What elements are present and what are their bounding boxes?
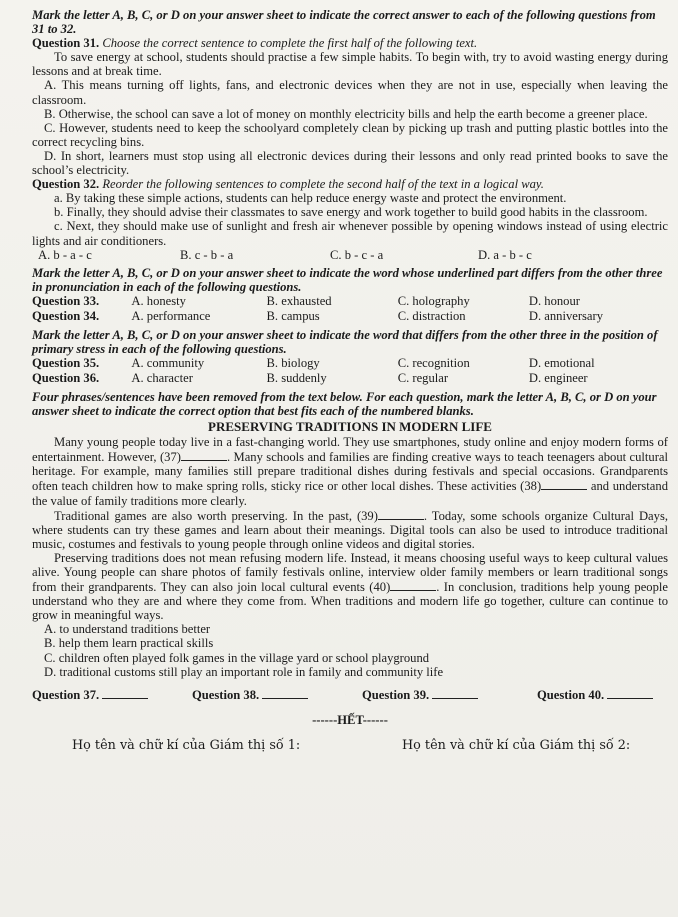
q35-option-a[interactable]: A. community bbox=[131, 355, 205, 370]
answer-39: Question 39. bbox=[362, 687, 537, 703]
question-34-label: Question 34. bbox=[32, 308, 100, 323]
q33-option-b[interactable]: B. exhausted bbox=[266, 293, 332, 308]
answer-38: Question 38. bbox=[192, 687, 362, 703]
question-36-row bbox=[32, 371, 668, 386]
signature-line bbox=[32, 738, 668, 753]
q35-option-c[interactable]: C. recognition bbox=[397, 355, 470, 370]
q34-option-d[interactable]: D. anniversary bbox=[528, 308, 604, 323]
supervisor-2-signature: Họ tên và chữ kí của Giám thị số 2: bbox=[402, 737, 631, 753]
q33-option-a[interactable]: A. honesty bbox=[131, 293, 186, 308]
q32-sentence-a: a. By taking these simple actions, students can help reduce energy waste and protect the environment. bbox=[54, 191, 567, 206]
answer-line bbox=[32, 687, 668, 703]
question-33-label: Question 33. bbox=[32, 293, 100, 308]
passage-option-b[interactable]: B. help them learn practical skills bbox=[44, 636, 214, 651]
passage-title: PRESERVING TRADITIONS IN MODERN LIFE bbox=[208, 419, 492, 435]
question-34-row bbox=[32, 309, 668, 324]
q31-option-a[interactable]: A. This means turning off lights, fans, and electronic devices when they are not in use, especially when leaving the classroom. bbox=[32, 78, 668, 107]
answer-38-blank[interactable] bbox=[262, 687, 308, 699]
section-instruction-31-32: Mark the letter A, B, C, or D on your answer sheet to indicate the correct answer to each of the following questions from 31 to 32. bbox=[32, 8, 656, 37]
q32-option-d[interactable]: D. a - b - c bbox=[478, 247, 532, 262]
question-36-label: Question 36. bbox=[32, 370, 100, 385]
q32-sentence-c: c. Next, they should make use of sunlight and fresh air whenever possible by opening windows instead of using electric lights and air conditioners. bbox=[32, 219, 668, 248]
q32-option-a[interactable]: A. b - a - c bbox=[38, 247, 92, 262]
q31-option-b[interactable]: B. Otherwise, the school can save a lot of money on monthly electricity bills and help the earth become a greener place. bbox=[44, 106, 648, 121]
question-35-label: Question 35. bbox=[32, 355, 100, 370]
pronunciation-instruction: Mark the letter A, B, C, or D on your answer sheet to indicate the word whose underlined part differs from the other three in pronunciation in each of the following questions. bbox=[32, 265, 663, 294]
answer-40-blank[interactable] bbox=[607, 687, 653, 699]
answer-40: Question 40. bbox=[537, 687, 667, 703]
q31-option-c[interactable]: C. However, students need to keep the schoolyard completely clean by picking up trash and putting plastic bottles into the correct recycling bins. bbox=[32, 120, 668, 149]
question-32-heading: Question 32. Reorder the following sentences to complete the second half of the text in a logical way. bbox=[32, 177, 544, 192]
q35-option-d[interactable]: D. emotional bbox=[528, 355, 595, 370]
passage-option-d[interactable]: D. traditional customs still play an important role in family and community life bbox=[44, 664, 444, 679]
q32-option-c[interactable]: C. b - c - a bbox=[330, 247, 384, 262]
end-marker: ------HẾT------ bbox=[312, 712, 388, 727]
question-31-text: To save energy at school, students should practise a few simple habits. To begin with, try to avoid wasting energy during lessons and at break time. bbox=[32, 50, 668, 79]
stress-instruction: Mark the letter A, B, C, or D on your answer sheet to indicate the word that differs from the other three in the position of primary stress in each of the following questions. bbox=[32, 327, 658, 356]
q34-option-a[interactable]: A. performance bbox=[131, 308, 211, 323]
supervisor-1-signature: Họ tên và chữ kí của Giám thị số 1: bbox=[72, 737, 301, 753]
q36-option-a[interactable]: A. character bbox=[131, 370, 193, 385]
blank-39[interactable] bbox=[378, 508, 424, 520]
q33-option-d[interactable]: D. honour bbox=[528, 293, 580, 308]
passage-instruction: Four phrases/sentences have been removed from the text below. For each question, mark the letter A, B, C, or D on your answer sheet to indicate the correct option that best fits each of the numbered blanks. bbox=[32, 389, 657, 419]
passage-option-a[interactable]: A. to understand traditions better bbox=[44, 622, 211, 637]
q34-option-b[interactable]: B. campus bbox=[266, 308, 320, 323]
passage-paragraph-2: Traditional games are also worth preserving. In the past, (39) . Today, some schools organize Cultural Days, where students can try these games and learn about their meanings. Digital tools can also be used to introduce traditional music, costumes and festivals to young people through online videos and digital stories. bbox=[32, 508, 668, 551]
passage-paragraph-1: Many young people today live in a fast-changing world. They use smartphones, study online and enjoy modern forms of entertainment. However, (37) . Many schools and families are finding creative ways to teach teenagers about cultural heritage. For example, many families still prepare traditional dishes during festivals and special occasions. Grandparents often teach children how to make spring rolls, sticky rice or other local dishes. These activities (38) and understand the value of family traditions more clearly. bbox=[32, 435, 669, 508]
blank-38[interactable] bbox=[541, 478, 587, 490]
q31-option-d[interactable]: D. In short, learners must stop using all electronic devices during their lessons and only read printed books to save the school’s electricity. bbox=[32, 148, 668, 178]
blank-37[interactable] bbox=[181, 449, 227, 461]
q34-option-c[interactable]: C. distraction bbox=[397, 308, 466, 323]
answer-39-blank[interactable] bbox=[432, 687, 478, 699]
question-33-row bbox=[32, 294, 668, 309]
question-31-heading: Question 31. Choose the correct sentence to complete the first half of the following text. bbox=[32, 36, 478, 51]
q36-option-c[interactable]: C. regular bbox=[397, 370, 449, 385]
answer-37-blank[interactable] bbox=[102, 687, 148, 699]
passage-paragraph-3: Preserving traditions does not mean refusing modern life. Instead, it means choosing useful ways to keep cultural values alive. Young people can share photos of family festivals online, interview older family members or learn traditional songs from their grandparents. They can also join local cultural events (40) . In conclusion, traditions help young people understand who they are and where they come from. When traditions and modern life go together, culture can continue to grow in meaningful ways. bbox=[32, 550, 668, 623]
q36-option-d[interactable]: D. engineer bbox=[528, 370, 588, 385]
passage-option-c[interactable]: C. children often played folk games in the village yard or school playground bbox=[44, 650, 430, 665]
q32-option-b[interactable]: B. c - b - a bbox=[180, 247, 234, 262]
answer-37: Question 37. bbox=[32, 687, 192, 703]
q32-sentence-b: b. Finally, they should advise their classmates to save energy and work together to build good habits in the classroom. bbox=[54, 205, 648, 220]
blank-40[interactable] bbox=[390, 579, 436, 591]
q32-options bbox=[32, 248, 668, 263]
q36-option-b[interactable]: B. suddenly bbox=[266, 370, 327, 385]
q33-option-c[interactable]: C. holography bbox=[397, 293, 470, 308]
q35-option-b[interactable]: B. biology bbox=[266, 355, 320, 370]
question-35-row bbox=[32, 356, 668, 371]
